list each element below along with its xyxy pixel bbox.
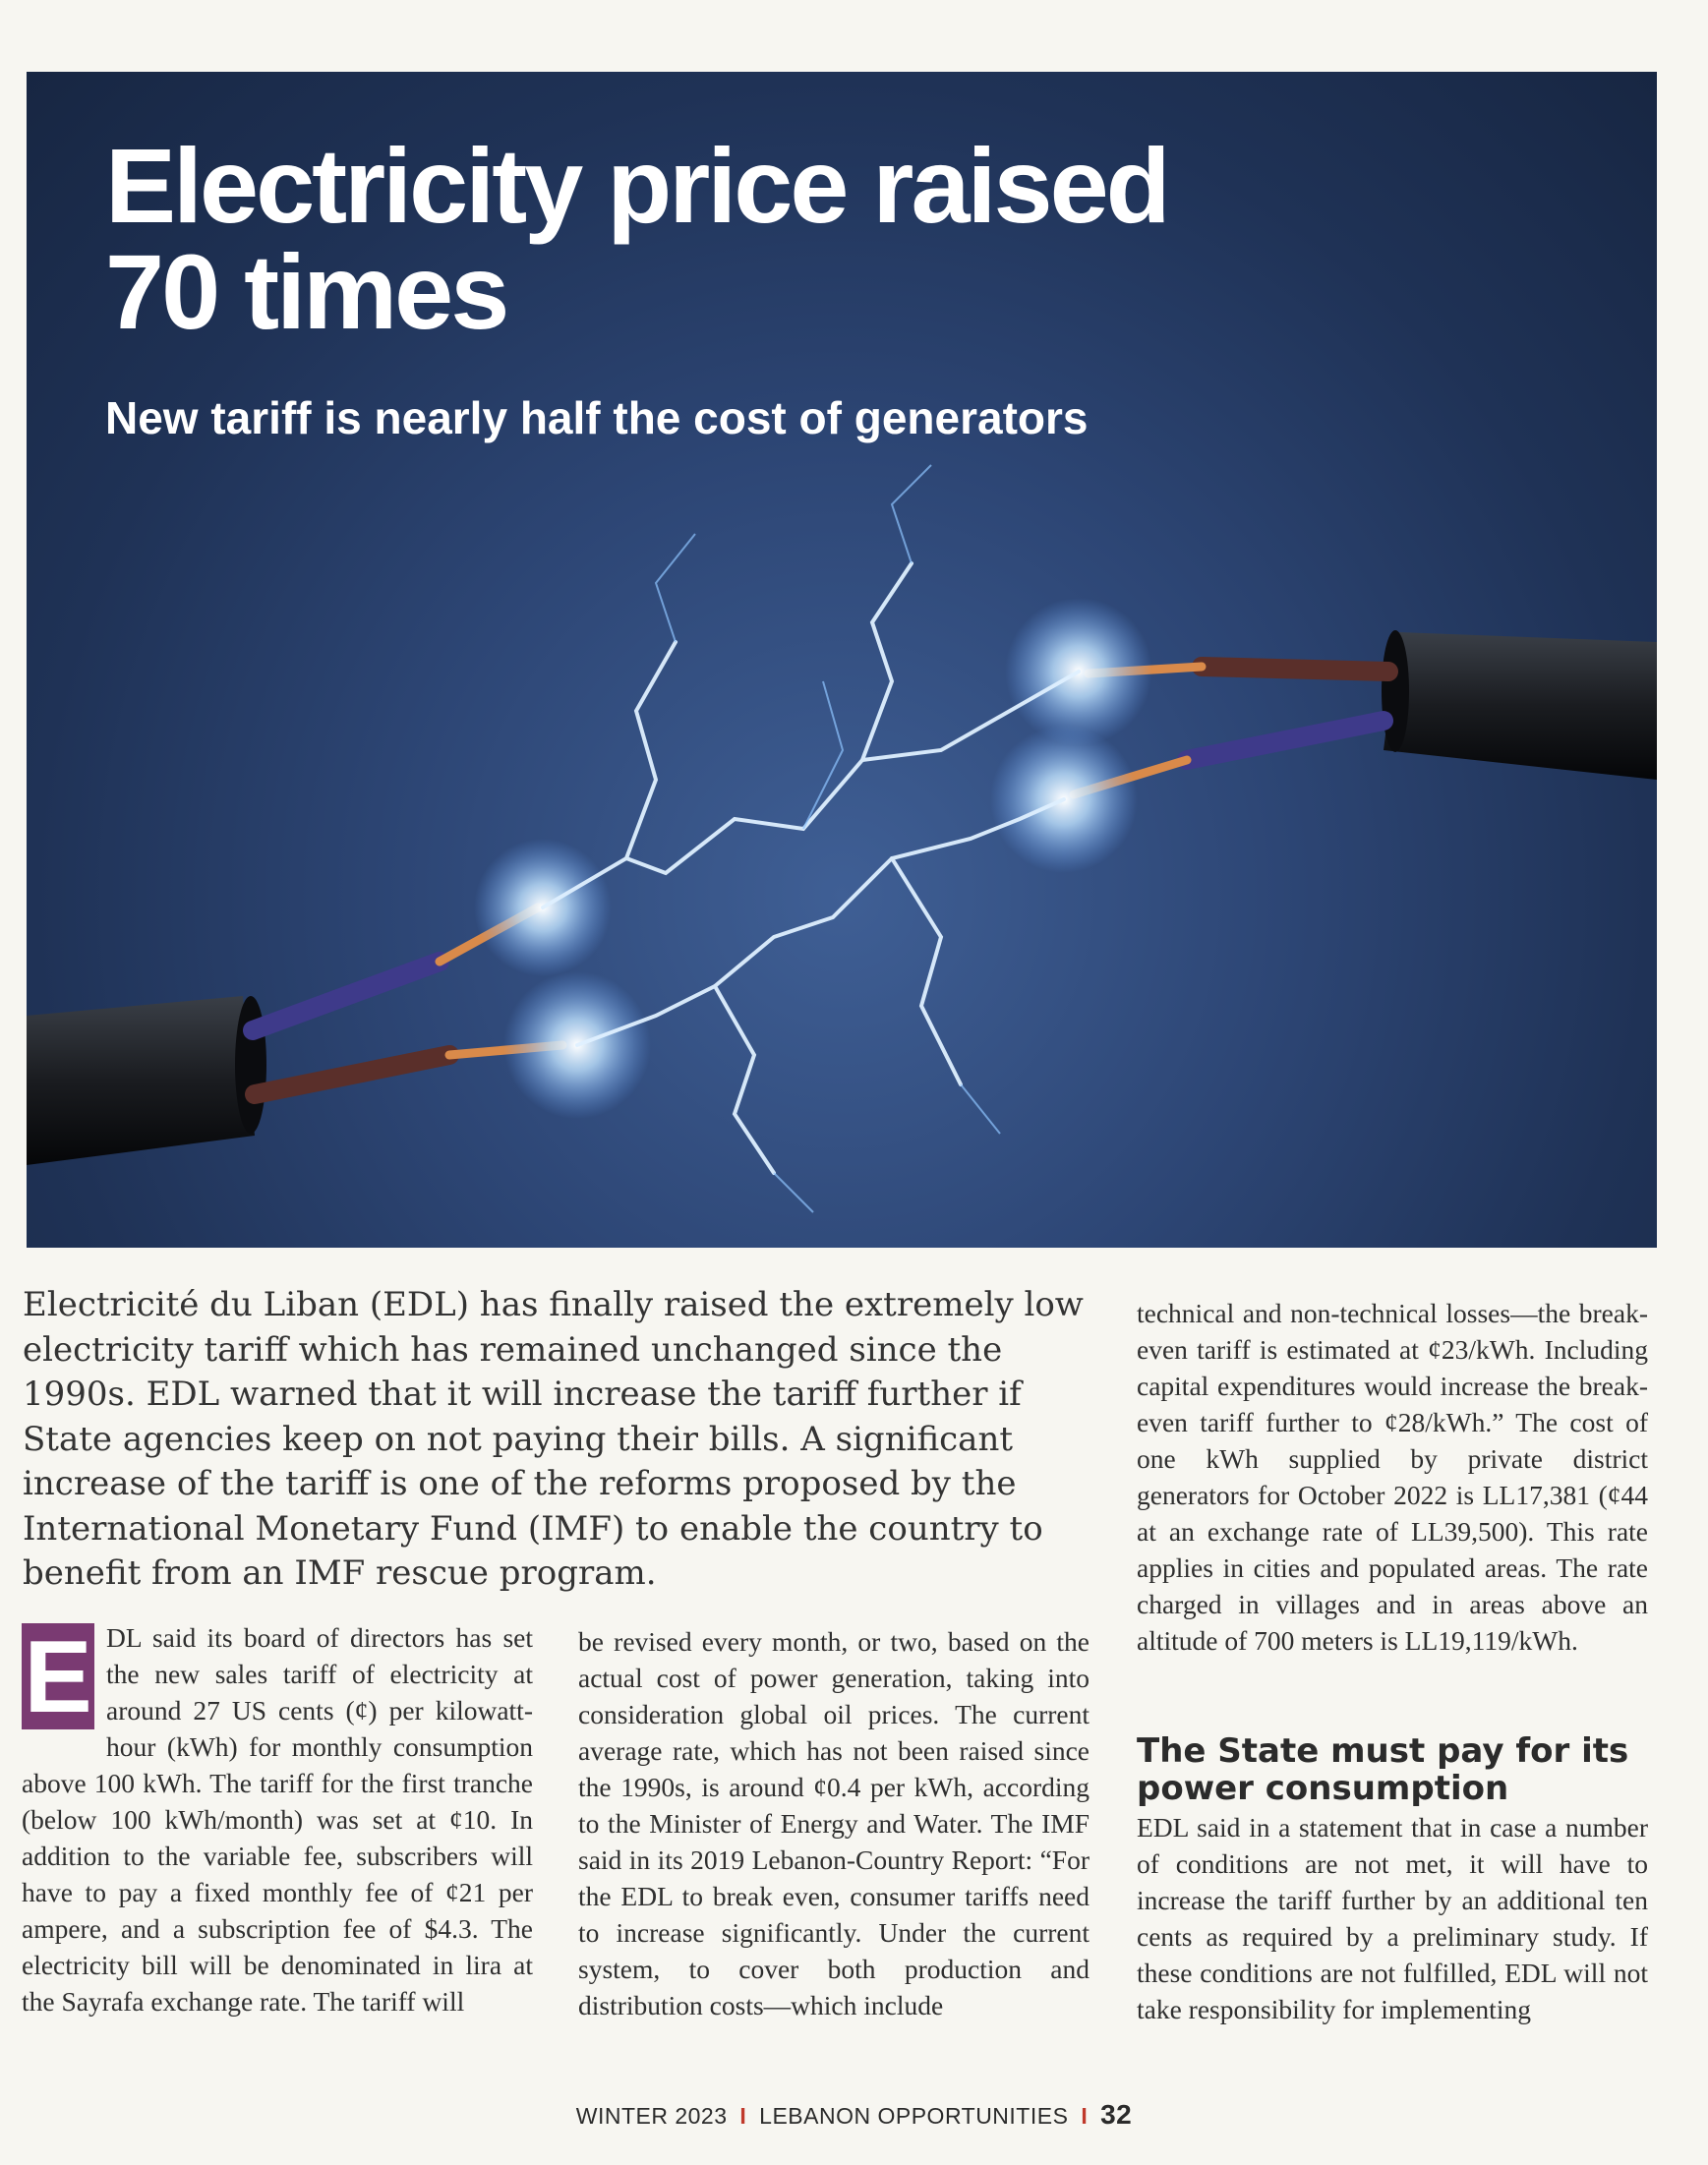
drop-cap: E [22, 1623, 94, 1729]
lede-paragraph: Electricité du Liban (EDL) has finally raised the extremely low electricity tariff which has remained unchanged since the 1990s. EDL warned that it will increase the tariff further if State agencies keep on not paying their bills. A significant increase of the tariff is one of the reforms proposed by the International Monetary Fund (IMF) to enable the country to benefit from an IMF rescue program. [23, 1285, 1084, 1593]
section-paragraph: EDL said in a statement that in case a number of conditions are not met, it will have to increase the tariff further by an additional ten cents as required by a preliminary study. If these conditions are not fulfilled, EDL will not take responsibility for implementing [1137, 1812, 1648, 2024]
body-column-2: be revised every month, or two, based on the actual cost of power generation, taking into consideration global oil prices. The current average rate, which has not been raised since the 1990s, is around ¢0.4 per kWh, according to the Minister of Energy and Water. The IMF said in its 2019 Lebanon-Country Report: “For the EDL to break even, consumer tariffs need to increase significantly. Under the current system, to cover both production and distribution costs—which include [578, 1626, 1090, 2020]
footer-separator-2: I [1081, 2103, 1089, 2129]
footer-separator: I [739, 2103, 747, 2129]
issue-label: WINTER 2023 [575, 2103, 728, 2129]
page-number: 32 [1100, 2099, 1133, 2130]
headline: Electricity price raised 70 times [105, 126, 1168, 351]
page-footer [0, 2099, 1708, 2131]
body-column-1 [22, 1619, 533, 2019]
section-heading: The State must pay for its power consumption [1137, 1731, 1629, 1808]
body-column-3: technical and non-technical losses—the break-even tariff is estimated at ¢23/kWh. Including capital expenditures would increase the break-even tariff further to ¢28/kWh.” The cost of one kWh supplied by private district generators for October 2022 is LL17,381 (¢44 at an exchange rate of LL39,500). This rate applies in cities and populated areas. The rate charged in villages and in areas above an altitude of 700 meters is LL19,119/kWh. [1137, 1298, 1648, 1656]
hero-image [27, 72, 1657, 1248]
subheadline: New tariff is nearly half the cost of generators [105, 392, 1089, 443]
body-column-1-text: DL said its board of directors has set the new sales tariff of electricity at around 27 US cents (¢) per kilowatt-hour (kWh) for monthly consumption above 100 kWh. The tariff for the first tranche (below 100 kWh/month) was set at ¢10. In addition to the variable fee, subscribers will have to pay a fixed monthly fee of ¢21 per ampere, and a subscription fee of $4.3. The electricity bill will be denominated in lira at the Sayrafa exchange rate. The tariff will [22, 1622, 533, 2017]
publication-name: LEBANON OPPORTUNITIES [759, 2103, 1069, 2129]
